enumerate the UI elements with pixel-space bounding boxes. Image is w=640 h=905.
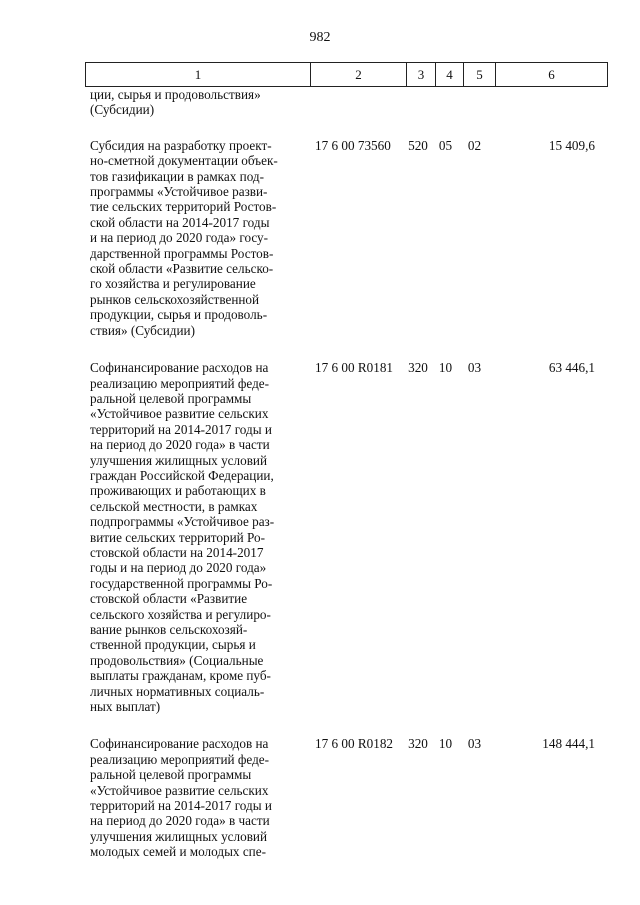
table-row — [85, 736, 601, 859]
table-row — [85, 138, 601, 338]
row-code: 17 6 00 73560 — [315, 137, 391, 153]
row-rz: 10 — [438, 736, 453, 752]
row-code — [309, 87, 404, 118]
row-description: ции, сырья и продовольствия» (Субсидии) — [90, 87, 261, 118]
column-header-5: 5 — [464, 63, 496, 87]
row-spacer — [85, 714, 601, 736]
row-description: Субсидия на разработку проект- но-сметной документации объек- тов газификации в рамках под- программы «Устойчивое разви- тие сельских территорий Ростов- ской области на 2014-2017 годы и на период до 2020 года» госу- дарственной программы Ростов- ской области «Развитие сельско- го хозяйства и регулирование рынков сельскохозяйственной продукции, сырья и продоволь- ствия» (Субсидии) — [90, 137, 278, 338]
row-amount: 63 446,1 — [548, 360, 595, 376]
row-amount: 15 409,6 — [548, 137, 595, 153]
row-rz: 05 — [438, 137, 453, 153]
row-amount — [490, 87, 601, 118]
row-description: Софинансирование расходов на реализацию мероприятий феде- ральной целевой программы «Устойчивое развитие сельских территорий на 2014-2017 годы и на период до 2020 года» в части улучшения жилищных условий молодых семей и молодых спе- — [90, 736, 272, 860]
row-code: 17 6 00 R0182 — [315, 736, 394, 752]
column-header-3: 3 — [407, 63, 436, 87]
row-rz: 10 — [438, 360, 453, 376]
row-pr: 02 — [467, 137, 482, 153]
column-header-table — [85, 62, 608, 87]
row-vr: 320 — [408, 360, 428, 376]
column-header-row — [86, 63, 608, 87]
column-header-2: 2 — [311, 63, 407, 87]
row-pr: 03 — [467, 360, 482, 376]
page-number: 982 — [309, 30, 331, 45]
row-amount: 148 444,1 — [542, 736, 595, 752]
column-header-4: 4 — [436, 63, 464, 87]
row-rz — [432, 87, 459, 118]
row-vr — [404, 87, 432, 118]
budget-table — [85, 87, 601, 860]
column-header-6: 6 — [496, 63, 608, 87]
row-pr: 03 — [467, 736, 482, 752]
row-code: 17 6 00 R0181 — [315, 360, 394, 376]
row-description: Софинансирование расходов на реализацию мероприятий феде- ральной целевой программы «Устойчивое развитие сельских территорий на 2014-2017 годы и на период до 2020 года» в части улучшения жилищных условий граждан Российской Федерации, проживающих и работающих в сельской местности, в рамках подпрограммы «Устойчивое раз- витие сельских территорий Ро- стовской области на 2014-2017 годы и на период до 2020 года» государственной программы Ро- стовской области «Развитие сельского хозяйства и регулиро- вание рынков сельскохозяй- ственной продукции, сырья и продовольствия» (Социальные выплаты гражданам, кроме пуб- личных нормативных социаль- ных выплат) — [90, 360, 275, 715]
table-row — [85, 360, 601, 714]
table-row — [85, 87, 601, 118]
row-vr: 320 — [408, 736, 428, 752]
row-spacer — [85, 338, 601, 360]
row-pr — [459, 87, 490, 118]
row-vr: 520 — [408, 137, 428, 153]
row-spacer — [85, 118, 601, 138]
column-header-1: 1 — [86, 63, 311, 87]
